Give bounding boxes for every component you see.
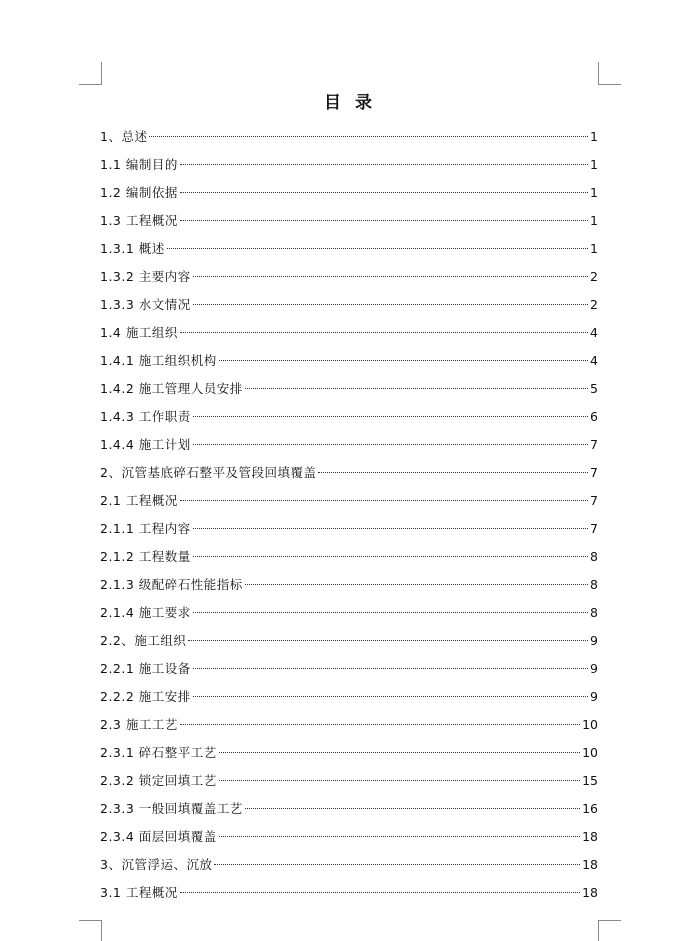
- toc-dot-leader: [193, 528, 588, 529]
- toc-dot-leader: [193, 696, 588, 697]
- toc-entry[interactable]: [100, 599, 598, 627]
- toc-entry-label: 3.1 工程概况: [100, 885, 178, 900]
- toc-entry-page-number: 1: [590, 213, 598, 228]
- toc-entry-label: 2.1.1 工程内容: [100, 521, 191, 536]
- toc-dot-leader: [193, 304, 588, 305]
- toc-entry-page-number: 1: [590, 129, 598, 144]
- toc-entry-page-number: 9: [590, 633, 598, 648]
- toc-entry[interactable]: [100, 683, 598, 711]
- toc-entry-page-number: 18: [582, 885, 598, 900]
- toc-dot-leader: [180, 332, 588, 333]
- toc-entry-page-number: 4: [590, 353, 598, 368]
- toc-entry-page-number: 1: [590, 241, 598, 256]
- toc-entry-label: 2.3.4 面层回填覆盖: [100, 829, 217, 844]
- toc-entry[interactable]: [100, 851, 598, 879]
- toc-dot-leader: [180, 220, 588, 221]
- toc-entry[interactable]: [100, 767, 598, 795]
- toc-entry[interactable]: [100, 515, 598, 543]
- toc-dot-leader: [219, 360, 588, 361]
- toc-entry-label: 1.2 编制依据: [100, 185, 178, 200]
- toc-entry-page-number: 9: [590, 689, 598, 704]
- toc-entry[interactable]: [100, 711, 598, 739]
- toc-title: 目 录: [324, 93, 376, 113]
- toc-entry[interactable]: [100, 319, 598, 347]
- toc-entry-page-number: 18: [582, 829, 598, 844]
- corner-mark-bottom-left: [79, 920, 102, 941]
- toc-entry-page-number: 6: [590, 409, 598, 424]
- toc-dot-leader: [180, 164, 588, 165]
- toc-entry[interactable]: [100, 795, 598, 823]
- toc-entry[interactable]: [100, 459, 598, 487]
- toc-entry-page-number: 7: [590, 493, 598, 508]
- toc-entry[interactable]: [100, 627, 598, 655]
- toc-entry[interactable]: [100, 347, 598, 375]
- toc-entry-label: 2.3.2 锁定回填工艺: [100, 773, 217, 788]
- toc-dot-leader: [180, 724, 580, 725]
- toc-entry-page-number: 1: [590, 157, 598, 172]
- toc-entry-page-number: 7: [590, 521, 598, 536]
- toc-entry[interactable]: [100, 571, 598, 599]
- toc-entry[interactable]: [100, 655, 598, 683]
- toc-entry[interactable]: [100, 739, 598, 767]
- toc-entry-label: 2.3 施工工艺: [100, 717, 178, 732]
- table-of-contents: [100, 123, 598, 907]
- toc-entry[interactable]: [100, 263, 598, 291]
- toc-entry[interactable]: [100, 179, 598, 207]
- corner-mark-top-right: [598, 62, 621, 85]
- toc-entry-page-number: 8: [590, 549, 598, 564]
- toc-entry-label: 1.4.3 工作职责: [100, 409, 191, 424]
- toc-dot-leader: [180, 500, 588, 501]
- toc-entry-page-number: 15: [582, 773, 598, 788]
- toc-entry-label: 1.3 工程概况: [100, 213, 178, 228]
- toc-entry-label: 2.1.2 工程数量: [100, 549, 191, 564]
- toc-entry-label: 1.4.2 施工管理人员安排: [100, 381, 243, 396]
- toc-entry-label: 2.2、施工组织: [100, 633, 187, 648]
- toc-entry-page-number: 16: [582, 801, 598, 816]
- toc-entry-label: 2、沉管基底碎石整平及管段回填覆盖: [100, 465, 317, 480]
- toc-entry-label: 2.3.3 一般回填覆盖工艺: [100, 801, 243, 816]
- toc-entry-label: 2.3.1 碎石整平工艺: [100, 745, 217, 760]
- toc-entry-label: 3、沉管浮运、沉放: [100, 857, 213, 872]
- corner-mark-bottom-right: [598, 920, 621, 941]
- toc-entry-label: 1.4 施工组织: [100, 325, 178, 340]
- toc-entry-page-number: 7: [590, 465, 598, 480]
- toc-entry-page-number: 2: [590, 269, 598, 284]
- toc-dot-leader: [245, 388, 588, 389]
- toc-entry[interactable]: [100, 291, 598, 319]
- toc-dot-leader: [193, 444, 588, 445]
- toc-entry-page-number: 5: [590, 381, 598, 396]
- toc-entry[interactable]: [100, 375, 598, 403]
- toc-entry[interactable]: [100, 543, 598, 571]
- toc-dot-leader: [193, 416, 588, 417]
- corner-mark-top-left: [79, 62, 102, 85]
- toc-entry[interactable]: [100, 207, 598, 235]
- toc-entry[interactable]: [100, 123, 598, 151]
- toc-dot-leader: [318, 472, 588, 473]
- toc-entry-label: 1.3.3 水文情况: [100, 297, 191, 312]
- toc-entry-label: 2.1.4 施工要求: [100, 605, 191, 620]
- toc-entry-label: 1.3.2 主要内容: [100, 269, 191, 284]
- toc-dot-leader: [193, 556, 588, 557]
- toc-entry-page-number: 8: [590, 577, 598, 592]
- toc-dot-leader: [149, 136, 588, 137]
- toc-entry-label: 2.2.2 施工安排: [100, 689, 191, 704]
- toc-dot-leader: [180, 892, 580, 893]
- toc-entry-page-number: 4: [590, 325, 598, 340]
- toc-dot-leader: [219, 836, 580, 837]
- toc-dot-leader: [219, 752, 580, 753]
- toc-entry-page-number: 7: [590, 437, 598, 452]
- toc-entry-page-number: 1: [590, 185, 598, 200]
- toc-entry[interactable]: [100, 235, 598, 263]
- toc-dot-leader: [188, 640, 588, 641]
- toc-entry-label: 1.4.4 施工计划: [100, 437, 191, 452]
- toc-dot-leader: [245, 808, 580, 809]
- toc-entry-label: 1.1 编制目的: [100, 157, 178, 172]
- toc-dot-leader: [193, 668, 588, 669]
- toc-entry-page-number: 2: [590, 297, 598, 312]
- toc-dot-leader: [180, 192, 588, 193]
- toc-entry-label: 1、总述: [100, 129, 148, 144]
- toc-entry[interactable]: [100, 403, 598, 431]
- toc-entry-label: 2.1 工程概况: [100, 493, 178, 508]
- toc-entry[interactable]: [100, 823, 598, 851]
- toc-dot-leader: [214, 864, 580, 865]
- toc-dot-leader: [193, 612, 588, 613]
- toc-entry-page-number: 18: [582, 857, 598, 872]
- toc-entry[interactable]: [100, 487, 598, 515]
- toc-entry-label: 2.2.1 施工设备: [100, 661, 191, 676]
- toc-entry-page-number: 10: [582, 717, 598, 732]
- toc-dot-leader: [219, 780, 580, 781]
- toc-entry[interactable]: [100, 431, 598, 459]
- toc-entry-page-number: 10: [582, 745, 598, 760]
- toc-dot-leader: [193, 276, 588, 277]
- toc-entry-page-number: 8: [590, 605, 598, 620]
- toc-dot-leader: [167, 248, 588, 249]
- toc-entry[interactable]: [100, 151, 598, 179]
- toc-entry-label: 1.3.1 概述: [100, 241, 165, 256]
- toc-entry-page-number: 9: [590, 661, 598, 676]
- toc-entry-label: 1.4.1 施工组织机构: [100, 353, 217, 368]
- toc-entry[interactable]: [100, 879, 598, 907]
- toc-entry-label: 2.1.3 级配碎石性能指标: [100, 577, 243, 592]
- toc-dot-leader: [245, 584, 588, 585]
